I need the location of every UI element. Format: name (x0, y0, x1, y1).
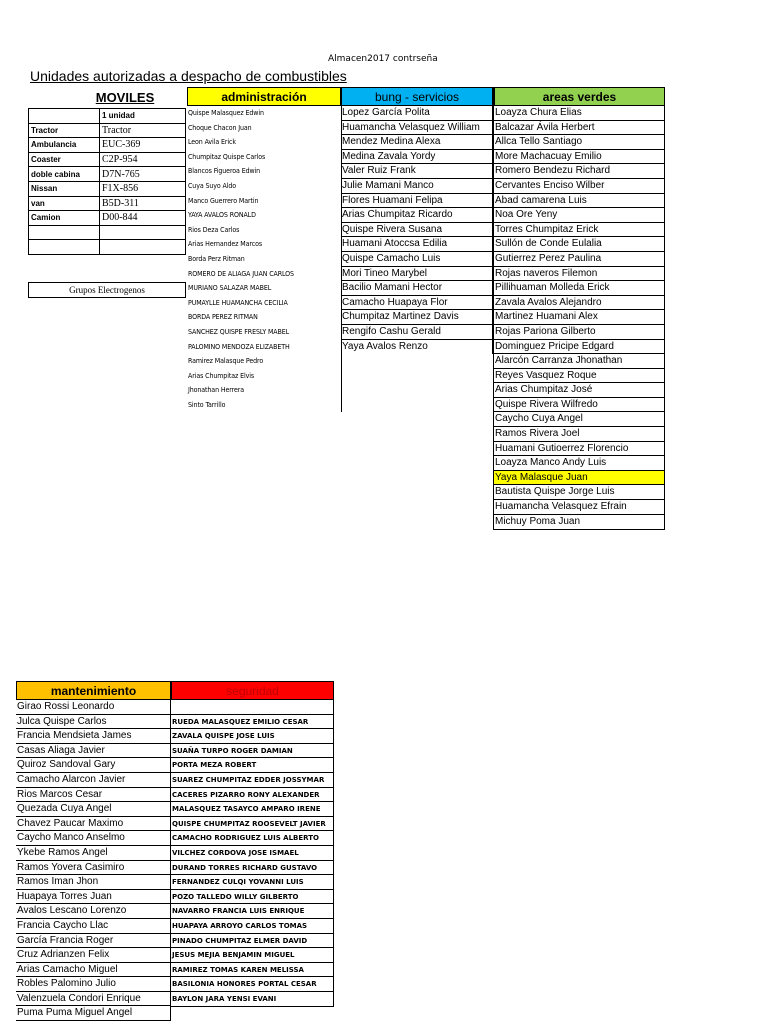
seguridad-item: PORTA MEZA ROBERT (171, 758, 333, 773)
moviles-row (29, 181, 186, 196)
moviles-plate-cell: C2P-954 (100, 152, 186, 167)
mantenimiento-item: Rios Marcos Cesar (16, 788, 170, 803)
moviles-type-cell (29, 240, 100, 255)
seguridad-item: CAMACHO RODRIGUEZ LUIS ALBERTO (171, 831, 333, 846)
administracion-item: Arias Chumpitaz Elvis (188, 371, 255, 380)
bung-item: Valer Ruiz Frank (341, 164, 492, 179)
moviles-plate-cell: D7N-765 (100, 167, 186, 182)
areas-verdes-item: Martinez Huamani Alex (494, 310, 664, 325)
seguridad-item: CACERES PIZARRO RONY ALEXANDER (171, 788, 333, 803)
page-title: Unidades autorizadas a despacho de combustibles (30, 68, 347, 84)
mantenimiento-column (16, 681, 171, 1021)
areas-verdes-item: Yaya Malasque Juan (494, 471, 664, 486)
bung-servicios-column (341, 87, 493, 354)
bung-item: Quispe Rivera Susana (341, 223, 492, 238)
moviles-type-cell (29, 225, 100, 240)
mantenimiento-item: Julca Quispe Carlos (16, 715, 170, 730)
moviles-table (28, 88, 186, 255)
areas-verdes-item: Bautista Quispe Jorge Luis (494, 485, 664, 500)
areas-verdes-item: Quispe Rivera Wilfredo (494, 398, 664, 413)
top-note: Almacen2017 contrseña (328, 54, 438, 64)
areas-verdes-header: areas verdes (494, 87, 665, 106)
moviles-row (29, 196, 186, 211)
moviles-row (29, 109, 186, 124)
moviles-plate-cell: B5D-311 (100, 196, 186, 211)
moviles-type-cell: Nissan (29, 181, 100, 196)
moviles-row (29, 138, 186, 153)
moviles-plate-cell: Tractor (100, 123, 186, 138)
moviles-header: MOVILES (95, 90, 155, 105)
mantenimiento-item: García Francia Roger (16, 934, 170, 949)
moviles-row (29, 152, 186, 167)
administracion-item: Arias Hernandez Marcos (188, 240, 263, 249)
areas-verdes-item: More Machacuay Emilio (494, 150, 664, 165)
areas-verdes-item: Alarcón Carranza Jhonathan (494, 354, 664, 369)
administracion-item: Choque Chacon Juan (188, 123, 252, 132)
areas-verdes-item: Rojas Pariona Gilberto (494, 325, 664, 340)
moviles-type-cell: Camion (29, 211, 100, 226)
areas-verdes-item: Reyes Vasquez Roque (494, 369, 664, 384)
areas-verdes-column (493, 87, 665, 530)
areas-verdes-item: Allca Tello Santiago (494, 135, 664, 150)
mantenimiento-item: Camacho Alarcon Javier (16, 773, 170, 788)
areas-verdes-item: Noa Ore Yeny (494, 208, 664, 223)
mantenimiento-item: Francia Caycho Llac (16, 919, 170, 934)
seguridad-item: VILCHEZ CORDOVA JOSE ISMAEL (171, 846, 333, 861)
areas-verdes-item: Michuy Poma Juan (495, 515, 581, 527)
moviles-row (29, 123, 186, 138)
administracion-item: Borda Perz Ritman (188, 254, 245, 263)
moviles-type-cell: van (29, 196, 100, 211)
mantenimiento-item: Robles Palomino Julio (16, 977, 170, 992)
mantenimiento-item: Chavez Paucar Maximo (16, 817, 170, 832)
mantenimiento-item: Girao Rossi Leonardo (16, 700, 170, 715)
administracion-item: Ramirez Malasque Pedro (188, 357, 264, 366)
administracion-item: Sinto Tarrillo (188, 400, 226, 409)
administracion-item: MURIANO SALAZAR MABEL (188, 284, 272, 293)
areas-verdes-item: Cervantes Enciso Wilber (494, 179, 664, 194)
administracion-item: Manco Guerrero Martin (188, 196, 259, 205)
seguridad-item (171, 700, 333, 715)
seguridad-item: FERNANDEZ CULQI YOVANNI LUIS (171, 875, 333, 890)
administracion-item: ROMERO DE ALIAGA JUAN CARLOS (188, 269, 294, 278)
seguridad-item: RUEDA MALASQUEZ EMILIO CESAR (171, 715, 333, 730)
moviles-type-cell (29, 109, 100, 124)
moviles-plate-cell (100, 240, 186, 255)
areas-verdes-item: Ramos Rivera Joel (494, 427, 664, 442)
bung-item: Mori Tineo Marybel (341, 267, 492, 282)
mantenimiento-item: Ramos Yovera Casimiro (16, 861, 170, 876)
bung-item: Camacho Huapaya Flor (341, 296, 492, 311)
moviles-plate-cell: F1X-856 (100, 181, 186, 196)
moviles-plate-cell: EUC-369 (100, 138, 186, 153)
seguridad-item: DURAND TORRES RICHARD GUSTAVO (171, 861, 333, 876)
seguridad-item: SUAREZ CHUMPITAZ EDDER JOSSYMAR (171, 773, 333, 788)
areas-verdes-item: Huamancha Velasquez Efrain (494, 500, 664, 515)
bung-item: Arias Chumpitaz Ricardo (341, 208, 492, 223)
administracion-item: YAYA AVALOS RONALD (188, 211, 256, 220)
moviles-plate-cell (100, 225, 186, 240)
seguridad-item: PINADO CHUMPITAZ ELMER DAVID (171, 934, 333, 949)
seguridad-item: BASILONIA HONORES PORTAL CESAR (171, 977, 333, 992)
mantenimiento-item: Valenzuela Condori Enrique (16, 992, 170, 1007)
administracion-item: Quispe Malasquez Edwin (188, 109, 264, 117)
seguridad-column (171, 681, 334, 1007)
bung-item: Huamani Atoccsa Edilia (341, 237, 492, 252)
mantenimiento-item: Huapaya Torres Juan (16, 890, 170, 905)
bung-item: Yaya Avalos Renzo (342, 340, 428, 352)
areas-verdes-item: Loayza Chura Elias (494, 106, 664, 121)
bung-item: Quispe Camacho Luis (341, 252, 492, 267)
moviles-row (29, 211, 186, 226)
moviles-grid (28, 108, 186, 255)
seguridad-header: seguridad (171, 681, 334, 700)
moviles-type-cell: Tractor (29, 123, 100, 138)
administracion-item: Chumpitaz Quispe Carlos (188, 152, 266, 161)
mantenimiento-item: Ramos Iman Jhon (16, 875, 170, 890)
moviles-row (29, 240, 186, 255)
seguridad-item: ZAVALA QUISPE JOSE LUIS (171, 729, 333, 744)
areas-verdes-item: Romero Bendezu Richard (494, 164, 664, 179)
bung-item: Bacilio Mamani Hector (341, 281, 492, 296)
areas-verdes-item: Arias Chumpitaz José (494, 383, 664, 398)
seguridad-item: SUAÑA TURPO ROGER DAMIAN (171, 744, 333, 759)
administracion-column (187, 87, 342, 412)
moviles-type-cell: Ambulancia (29, 138, 100, 153)
bung-item: Medina Zavala Yordy (341, 150, 492, 165)
grupos-electrogenos-label: Grupos Electrogenos (28, 282, 186, 298)
areas-verdes-item: Pillihuaman Molleda Erick (494, 281, 664, 296)
bung-servicios-header: bung - servicios (341, 87, 493, 106)
moviles-plate-cell: D00-844 (100, 211, 186, 226)
mantenimiento-item: Ykebe Ramos Angel (16, 846, 170, 861)
areas-verdes-item: Zavala Avalos Alejandro (494, 296, 664, 311)
mantenimiento-item: Puma Puma Miguel Angel (16, 1006, 170, 1021)
administracion-item: BORDA PEREZ RITMAN (188, 313, 258, 322)
bung-item: Rengifo Cashu Gerald (341, 325, 492, 340)
moviles-type-cell: Coaster (29, 152, 100, 167)
areas-verdes-item: Abad camarena Luis (494, 194, 664, 209)
moviles-row (29, 225, 186, 240)
bung-item: Mendez Medina Alexa (341, 135, 492, 150)
administracion-item: PUMAYLLE HUAMANCHA CECILIA (188, 298, 288, 307)
mantenimiento-item: Quezada Cuya Angel (16, 802, 170, 817)
seguridad-item: MALASQUEZ TASAYCO AMPARO IRENE (171, 802, 333, 817)
administracion-item: Blancos Figueroa Edwin (188, 167, 261, 176)
seguridad-item: POZO TALLEDO WILLY GILBERTO (171, 890, 333, 905)
moviles-plate-cell: 1 unidad (100, 109, 186, 124)
mantenimiento-item: Avalos Lescano Lorenzo (16, 904, 170, 919)
administracion-item: SANCHEZ QUISPE FRESLY MABEL (188, 327, 290, 336)
bung-item: Flores Huamani Felipa (341, 194, 492, 209)
areas-verdes-item: Sullón de Conde Eulalia (494, 237, 664, 252)
seguridad-item: JESUS MEJIA BENJAMIN MIGUEL (171, 948, 333, 963)
mantenimiento-item: Quiroz Sandoval Gary (16, 758, 170, 773)
areas-verdes-item: Balcazar Ávila Herbert (494, 121, 664, 136)
mantenimiento-header: mantenimiento (16, 681, 171, 700)
areas-verdes-item: Caycho Cuya Angel (494, 412, 664, 427)
bung-item: Huamancha Velasquez William (341, 121, 492, 136)
areas-verdes-item: Dominguez Pricipe Edgard (494, 340, 664, 355)
bung-item: Julie Mamani Manco (341, 179, 492, 194)
seguridad-item: BAYLON JARA YENSI EVANI (172, 994, 277, 1003)
mantenimiento-item: Francia Mendsieta James (16, 729, 170, 744)
bung-item: Chumpitaz Martinez Davis (341, 310, 492, 325)
mantenimiento-item: Caycho Manco Anselmo (16, 831, 170, 846)
areas-verdes-item: Rojas naveros Filemon (494, 267, 664, 282)
moviles-type-cell: doble cabina (29, 167, 100, 182)
administracion-item: Cuya Suyo Aldo (188, 181, 237, 190)
seguridad-item: QUISPE CHUMPITAZ ROOSEVELT JAVIER (171, 817, 333, 832)
administracion-item: PALOMINO MENDOZA ELIZABETH (188, 342, 290, 351)
moviles-row (29, 167, 186, 182)
administracion-item: Leon Avila Erick (188, 138, 236, 147)
seguridad-item: NAVARRO FRANCIA LUIS ENRIQUE (171, 904, 333, 919)
areas-verdes-item: Gutierrez Perez Paulina (494, 252, 664, 267)
mantenimiento-item: Arias Camacho Miguel (16, 963, 170, 978)
administracion-item: Jhonathan Herrera (188, 386, 244, 395)
seguridad-item: RAMIREZ TOMAS KAREN MELISSA (171, 963, 333, 978)
areas-verdes-item: Huamani Gutioerrez Florencio (494, 442, 664, 457)
areas-verdes-item: Loayza Manco Andy Luis (494, 456, 664, 471)
bung-item: Lopez García Polita (341, 106, 492, 121)
administracion-header: administración (187, 87, 341, 106)
mantenimiento-item: Casas Aliaga Javier (16, 744, 170, 759)
areas-verdes-item: Torres Chumpitaz Erick (494, 223, 664, 238)
mantenimiento-item: Cruz Adrianzen Felix (16, 948, 170, 963)
administracion-item: Rios Deza Carlos (188, 225, 240, 234)
seguridad-item: HUAPAYA ARROYO CARLOS TOMAS (171, 919, 333, 934)
